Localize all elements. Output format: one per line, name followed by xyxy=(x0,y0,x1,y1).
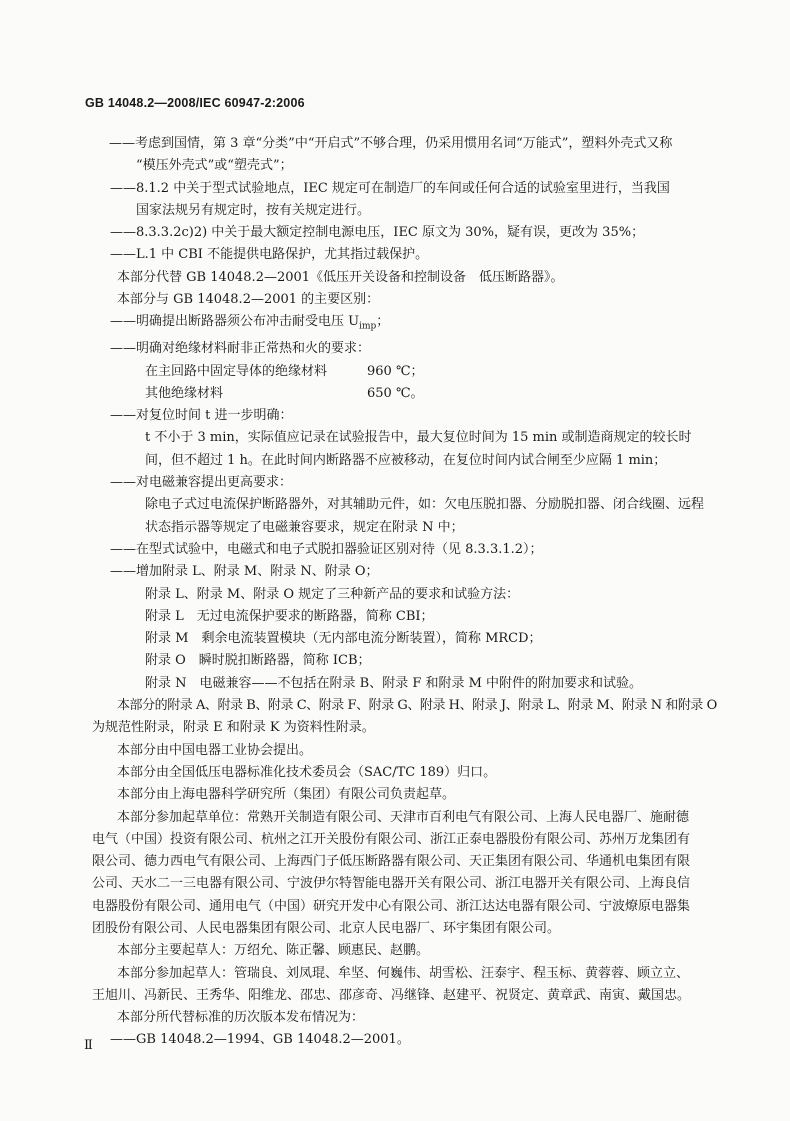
text-line: 附录 L 无过电流保护要求的断路器，简称 CBI； xyxy=(145,608,434,624)
text-line: 本部分与 GB 14048.2—2001 的主要区别： xyxy=(117,292,380,308)
text-line: 除电子式过电流保护断路器外，对其辅助元件，如：欠电压脱扣器、分励脱扣器、闭合线圈、远程 xyxy=(145,497,705,513)
text-line: ——考虑到国情，第 3 章“分类”中“开启式”不够合理，仍采用惯用名词“万能式”，塑料外壳式又称 xyxy=(109,136,673,151)
text-line: 本部分参加起草单位：常熟开关制造有限公司、天津市百利电气有限公司、上海人民电器厂、施耐德 xyxy=(117,809,690,825)
text-line: 公司、天水二一三电器有限公司、宁波伊尔特智能电器开关有限公司、浙江电器开关有限公司、上海良信 xyxy=(92,876,691,892)
text-line: ——8.1.2 中关于型式试验地点，IEC 规定可在制造厂的车间或任何合适的试验室里进行，当我国 xyxy=(110,180,670,196)
text-line: 本部分由中国电器工业协会提出。 xyxy=(117,742,313,758)
text-line: 本部分参加起草人：管瑞良、刘凤琨、牟坚、何巍伟、胡雪松、汪泰宇、程玉标、黄蓉蓉、顾立立、 xyxy=(117,965,690,981)
text-line: 附录 L、附录 M、附录 O 规定了三种新产品的要求和试验方法： xyxy=(145,586,520,602)
text-line: 本部分由上海电器科学研究所（集团）有限公司负责起草。 xyxy=(117,787,456,803)
text-line: 限公司、德力西电气有限公司、上海西门子低压断路器有限公司、天正集团有限公司、华通机电集团有限 xyxy=(92,854,691,870)
text-line: ——增加附录 L、附录 M、附录 N、附录 O； xyxy=(110,564,379,580)
text-line: ——在型式试验中，电磁式和电子式脱扣器验证区别对待（见 8.3.3.1.2）； xyxy=(110,541,543,557)
material-label: 在主回路中固定导体的绝缘材料 xyxy=(145,363,328,379)
page-number: Ⅱ xyxy=(84,1038,93,1053)
text-line: ——对复位时间 t 进一步明确： xyxy=(110,408,293,424)
text-line: 王旭川、冯新民、王秀华、阳维龙、邵忠、邵彦奇、冯继锋、赵建平、祝贤定、黄章武、南寅、戴国忠。 xyxy=(92,987,691,1003)
text-line: 本部分代替 GB 14048.2—2001《低压开关设备和控制设备 低压断路器》。 xyxy=(117,269,564,285)
text-line: 电气（中国）投资有限公司、杭州之江开关股份有限公司、浙江正泰电器股份有限公司、苏州万龙集团有 xyxy=(92,831,691,847)
text-line: ——对电磁兼容提出更高要求： xyxy=(110,475,293,491)
subscript: imp xyxy=(359,321,377,332)
text-line: 本部分的附录 A、附录 B、附录 C、附录 F、附录 G、附录 H、附录 J、附录 L、附录 M、附录 N 和附录 O xyxy=(117,698,717,714)
text-line: t 不小于 3 min，实际值应记录在试验报告中，最大复位时间为 15 min 或制造商规定的较长时 xyxy=(145,430,692,446)
text-line xyxy=(110,311,714,338)
document-body xyxy=(92,133,717,1052)
text-line: 本部分由全国低压电器标准化技术委员会（SAC/TC 189）归口。 xyxy=(117,764,497,780)
document-header: GB 14048.2—2008/IEC 60947-2:2006 xyxy=(85,96,305,110)
text-line: ——GB 14048.2—1994、GB 14048.2—2001。 xyxy=(110,1032,410,1048)
text-line xyxy=(145,361,714,383)
text-line: “模压外壳式”或“塑壳式”； xyxy=(136,158,293,174)
text-segment: ——明确提出断路器须公布冲击耐受电压 U xyxy=(110,314,360,330)
temperature-value: 650 ℃。 xyxy=(367,385,424,401)
text-line xyxy=(145,383,714,405)
text-line: 国家法规另有规定时，按有关规定进行。 xyxy=(136,202,371,218)
text-line: 本部分主要起草人：万绍允、陈正馨、顾惠民、赵鹏。 xyxy=(117,943,430,959)
text-line: 本部分所代替标准的历次版本发布情况为： xyxy=(117,1010,365,1026)
text-line: 附录 N 电磁兼容——不包括在附录 B、附录 F 和附录 M 中附件的附加要求和试验。 xyxy=(145,675,643,691)
temperature-value: 960 ℃； xyxy=(367,363,424,379)
text-line: ——L.1 中 CBI 不能提供电路保护，尤其指过载保护。 xyxy=(110,247,429,263)
text-segment: ； xyxy=(376,314,390,330)
text-line: ——明确对绝缘材料耐非正常热和火的要求： xyxy=(110,341,371,357)
material-label: 其他绝缘材料 xyxy=(145,385,224,401)
text-line: 电器股份有限公司、通用电气（中国）研究开发中心有限公司、浙江达达电器有限公司、宁波燎原电器集 xyxy=(92,898,691,914)
text-line: 附录 O 瞬时脱扣断路器，简称 ICB； xyxy=(145,653,371,669)
text-line: ——8.3.3.2c)2) 中关于最大额定控制电源电压，IEC 原文为 30%，疑有误，更改为 35%； xyxy=(110,225,645,241)
text-line: 团股份有限公司、人民电器集团有限公司、北京人民电器厂、环宇集团有限公司。 xyxy=(92,920,561,936)
text-line: 附录 M 剩余电流装置模块（无内部电流分断装置），简称 MRCD； xyxy=(145,631,542,647)
text-line: 为规范性附录，附录 E 和附录 K 为资料性附录。 xyxy=(92,720,375,736)
text-line: 状态指示器等规定了电磁兼容要求，规定在附录 N 中； xyxy=(145,519,464,535)
text-line: 间，但不超过 1 h。在此时间内断路器不应被移动，在复位时间内试合闸至少应隔 1 min； xyxy=(145,452,667,468)
